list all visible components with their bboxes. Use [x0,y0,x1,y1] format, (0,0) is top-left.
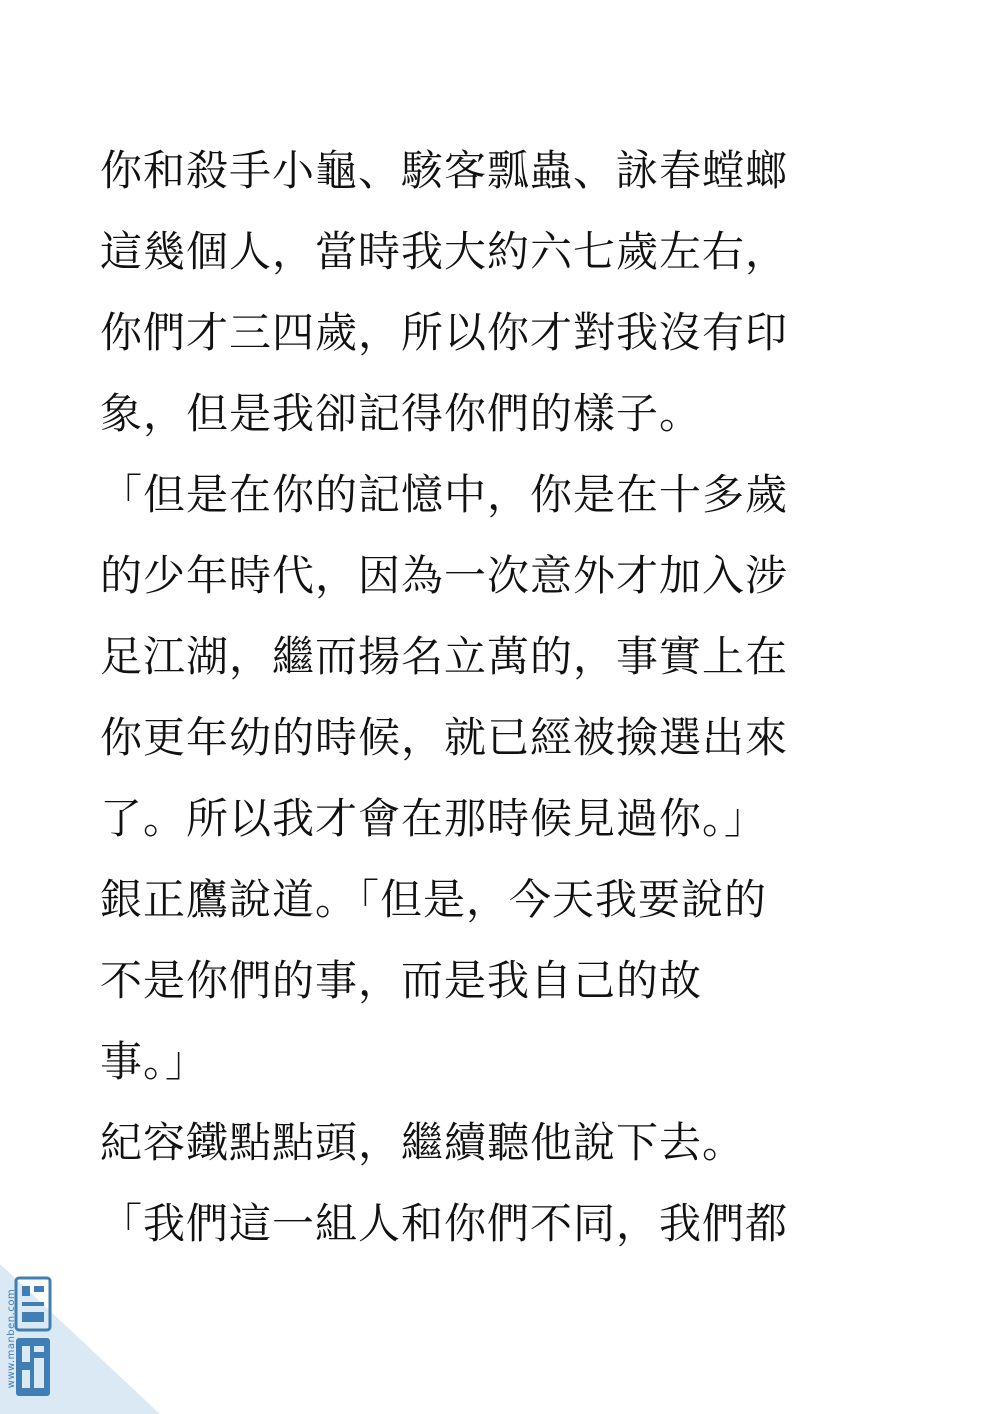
text-line: 銀正鷹說道。「但是，今天我要說的 [100,875,768,924]
text-line: 你和殺手小龜、駭客瓢蟲、詠春螳螂 [100,146,789,195]
text-line: 你更年幼的時候，就已經被撿選出來 [100,713,789,762]
text-line: 足江湖，繼而揚名立萬的，事實上在 [100,632,789,681]
text-body [100,130,900,1264]
watermark-url: www.manben.com [6,1288,18,1389]
text-line: 這幾個人，當時我大約六七歲左右， [100,227,789,276]
text-line: 你們才三四歲，所以你才對我沒有印 [100,308,789,357]
text-line: 了。所以我才會在那時候見過你。」 [100,794,768,843]
text-line: 的少年時代，因為一次意外才加入涉 [100,551,789,600]
text-line: 「我們這一組人和你們不同，我們都 [100,1199,789,1248]
text-line: 紀容鐵點點頭，繼續聽他說下去。 [100,1118,746,1167]
text-line: 「但是在你的記憶中，你是在十多歲 [100,470,789,519]
text-line: 象，但是我卻記得你們的樣子。 [100,389,703,438]
text-line: 事。」 [100,1037,209,1086]
text-line: 不是你們的事，而是我自己的故 [100,956,703,1005]
watermark [0,1264,160,1414]
